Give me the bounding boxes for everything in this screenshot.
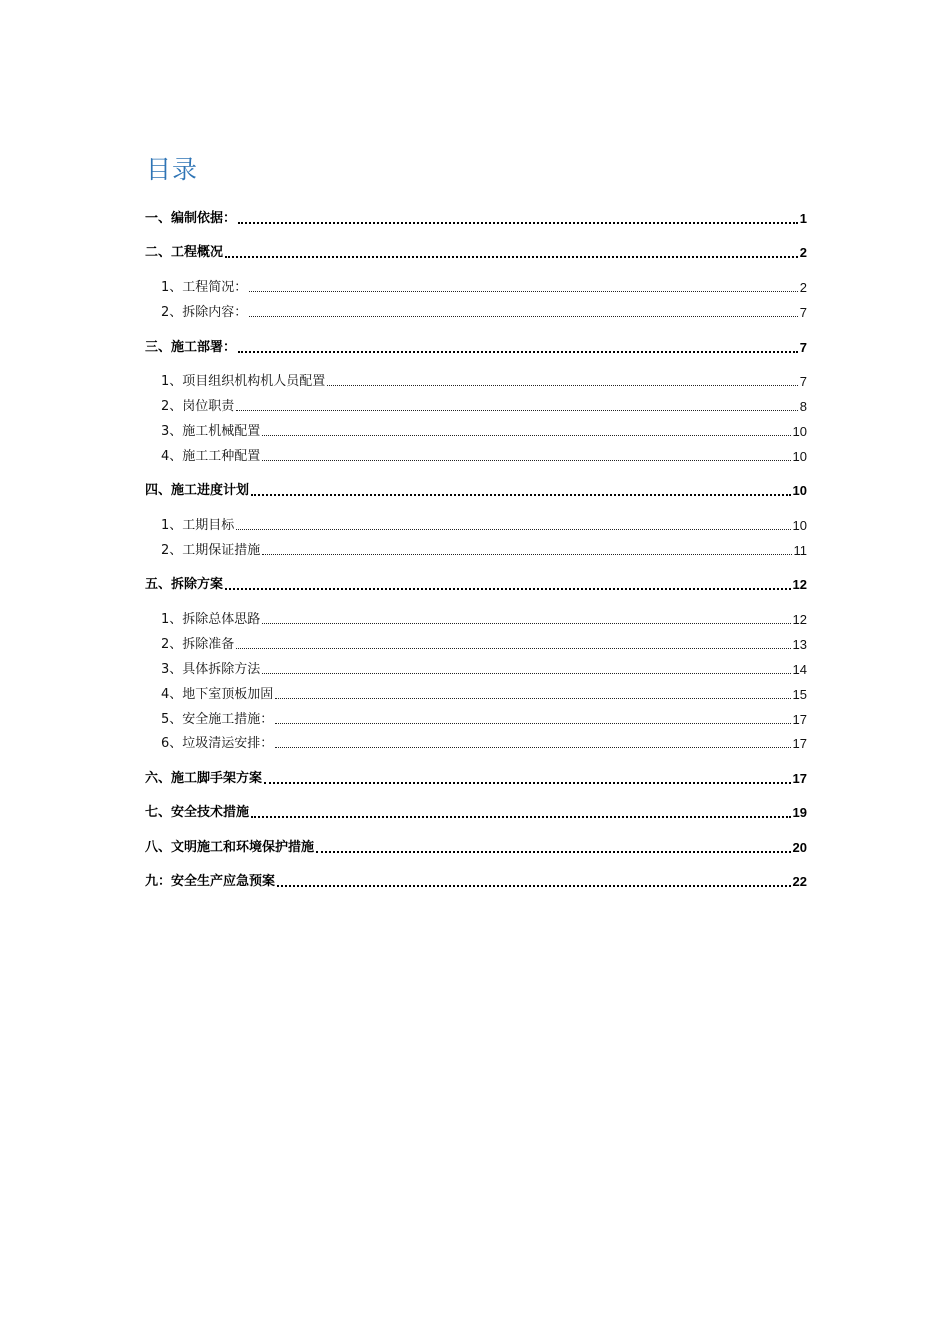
toc-entry-label: 1、工期目标 [161, 518, 235, 533]
toc-entry-label: 三、施工部署： [145, 340, 237, 355]
toc-entry-page-number: 8 [799, 399, 807, 414]
toc-entry-subsection[interactable] [161, 302, 807, 322]
toc-entry-label: 2、工期保证措施 [161, 543, 261, 558]
toc-entry-subsection[interactable] [161, 421, 807, 441]
toc-entry-section[interactable] [145, 337, 807, 357]
toc-entry-page-number: 10 [792, 424, 807, 439]
toc-entry-label: 五、拆除方案 [145, 577, 224, 592]
toc-dot-leader [262, 554, 791, 555]
toc-dot-leader [249, 316, 797, 317]
toc-entry-subsection[interactable] [161, 634, 807, 654]
toc-entry-subsection[interactable] [161, 709, 807, 729]
toc-entry-page-number: 17 [792, 771, 807, 786]
toc-dot-leader [251, 816, 791, 818]
toc-entry-page-number: 2 [799, 280, 807, 295]
toc-entry-section[interactable] [145, 242, 807, 262]
toc-dot-leader [249, 291, 797, 292]
toc-entry-label: 2、拆除内容： [161, 305, 248, 320]
toc-dot-leader [277, 885, 791, 887]
toc-entry-subsection[interactable] [161, 609, 807, 629]
toc-entry-label: 八、文明施工和环境保护措施 [145, 840, 315, 855]
toc-entry-section[interactable] [145, 208, 807, 228]
toc-entry-page-number: 19 [792, 805, 807, 820]
toc-entry-subsection[interactable] [161, 446, 807, 466]
toc-entry-label: 4、施工工种配置 [161, 449, 261, 464]
toc-entry-subsection[interactable] [161, 733, 807, 753]
toc-entry-page-number: 13 [792, 637, 807, 652]
toc-title: 目录 [146, 155, 199, 184]
toc-entry-subsection[interactable] [161, 684, 807, 704]
toc-entry-subsection[interactable] [161, 396, 807, 416]
toc-entry-page-number: 22 [792, 874, 807, 889]
toc-dot-leader [262, 623, 790, 624]
toc-dot-leader [236, 648, 790, 649]
toc-entry-label: 一、编制依据： [145, 211, 237, 226]
toc-entry-section[interactable] [145, 768, 807, 788]
toc-dot-leader [236, 410, 797, 411]
toc-entry-page-number: 20 [792, 840, 807, 855]
toc-entry-label: 九：安全生产应急预案 [145, 874, 276, 889]
toc-entry-subsection[interactable] [161, 540, 807, 560]
toc-entry-page-number: 10 [792, 483, 807, 498]
toc-entry-page-number: 15 [792, 687, 807, 702]
toc-entry-section[interactable] [145, 871, 807, 891]
toc-entry-page-number: 12 [792, 612, 807, 627]
toc-entry-page-number: 10 [792, 518, 807, 533]
toc-entry-section[interactable] [145, 802, 807, 822]
toc-dot-leader [262, 673, 790, 674]
toc-dot-leader [316, 851, 791, 853]
toc-dot-leader [262, 460, 790, 461]
toc-entry-label: 2、拆除准备 [161, 637, 235, 652]
toc-entry-label: 1、工程简况： [161, 280, 248, 295]
toc-entry-label: 4、地下室顶板加固 [161, 687, 274, 702]
toc-entry-page-number: 17 [792, 712, 807, 727]
toc-dot-leader [236, 529, 790, 530]
toc-entry-page-number: 7 [799, 305, 807, 320]
toc-entry-label: 5、安全施工措施： [161, 712, 274, 727]
toc-entry-subsection[interactable] [161, 371, 807, 391]
toc-entry-page-number: 7 [799, 340, 807, 355]
toc-dot-leader [275, 723, 790, 724]
toc-dot-leader [327, 385, 797, 386]
toc-entry-section[interactable] [145, 837, 807, 857]
toc-entry-label: 二、工程概况 [145, 245, 224, 260]
toc-entry-subsection[interactable] [161, 659, 807, 679]
toc-dot-leader [225, 256, 798, 258]
toc-dot-leader [238, 222, 798, 224]
toc-entry-label: 6、垃圾清运安排： [161, 736, 274, 751]
toc-dot-leader [275, 747, 790, 748]
toc-entry-label: 3、施工机械配置 [161, 424, 261, 439]
toc-entry-subsection[interactable] [161, 515, 807, 535]
toc-entry-page-number: 12 [792, 577, 807, 592]
toc-entry-page-number: 17 [792, 736, 807, 751]
toc-dot-leader [275, 698, 790, 699]
toc-entry-label: 七、安全技术措施 [145, 805, 250, 820]
toc-entry-page-number: 10 [792, 449, 807, 464]
toc-dot-leader [251, 494, 791, 496]
toc-entry-label: 2、岗位职责 [161, 399, 235, 414]
toc-entry-section[interactable] [145, 574, 807, 594]
toc-dot-leader [225, 588, 791, 590]
toc-entry-label: 3、具体拆除方法 [161, 662, 261, 677]
toc-entry-subsection[interactable] [161, 277, 807, 297]
toc-dot-leader [264, 782, 791, 784]
toc-dot-leader [262, 435, 790, 436]
toc-entry-page-number: 1 [799, 211, 807, 226]
toc-entry-label: 六、施工脚手架方案 [145, 771, 263, 786]
toc-entry-label: 四、施工进度计划 [145, 483, 250, 498]
toc-entry-section[interactable] [145, 480, 807, 500]
toc-entry-page-number: 11 [793, 543, 807, 558]
toc-entry-page-number: 2 [799, 245, 807, 260]
toc-entry-page-number: 14 [792, 662, 807, 677]
toc-entry-label: 1、项目组织机构机人员配置 [161, 374, 326, 389]
toc-dot-leader [238, 351, 798, 353]
toc-entry-label: 1、拆除总体思路 [161, 612, 261, 627]
toc-entry-page-number: 7 [799, 374, 807, 389]
